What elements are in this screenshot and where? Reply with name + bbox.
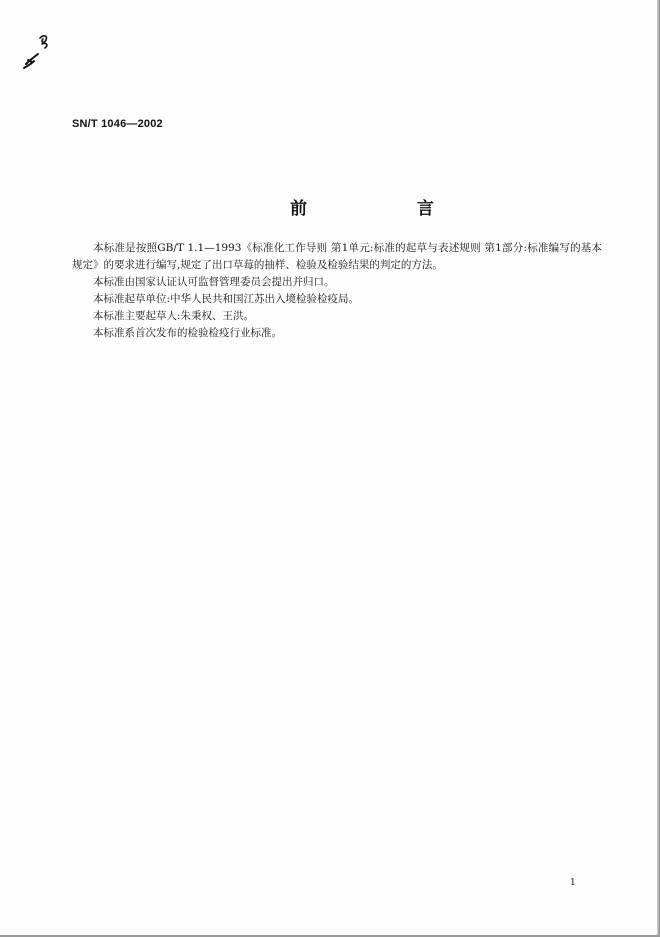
paragraph-drafting-unit: 本标准起草单位:中华人民共和国江苏出入境检验检疫局。 [93, 293, 360, 305]
standard-code: SN/T 1046—2002 [72, 118, 163, 130]
section-heading: 前 言 [290, 199, 486, 219]
paragraph-proposer: 本标准由国家认证认可监督管理委员会提出并归口。 [93, 276, 335, 288]
body-text [72, 240, 602, 342]
paragraph-drafting-basis: 本标准是按照GB/T 1.1—1993《标准化工作导则 第1单元:标准的起草与表述规则 第1部分:标准编写的基本规定》的要求进行编写,规定了出口草莓的抽样、检验及检验结果的判定的方法。 [72, 242, 602, 271]
paragraph-drafters: 本标准主要起草人:朱秉权、王洪。 [93, 310, 255, 322]
page-number: 1 [570, 878, 576, 888]
paragraph-first-release: 本标准系首次发布的检验检疫行业标准。 [93, 327, 282, 339]
handwritten-scribble-icon [18, 30, 58, 74]
